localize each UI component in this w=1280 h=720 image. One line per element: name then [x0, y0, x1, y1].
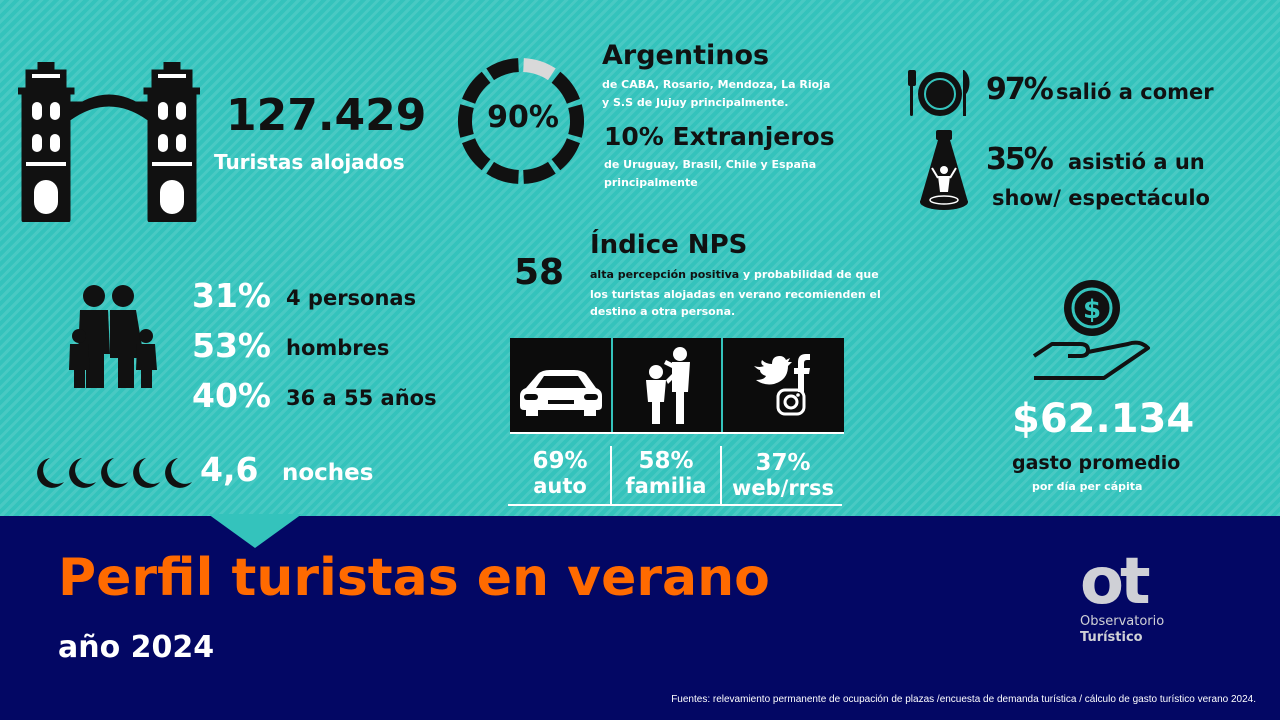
money-hand-icon — [1030, 276, 1154, 384]
extranjeros-line-1: de Uruguay, Brasil, Chile y España — [604, 158, 817, 171]
argentinos-line-1: de CABA, Rosario, Mendoza, La Rioja — [602, 78, 831, 91]
logo-line-2: Turístico — [1080, 630, 1143, 645]
observatorio-logo — [1080, 545, 1180, 645]
nps-value: 58 — [514, 252, 565, 293]
logo-letters: ot — [1080, 545, 1147, 619]
group-row-2-percent: 53% — [192, 326, 271, 365]
channel-web — [728, 450, 838, 500]
stat-divider — [610, 446, 612, 504]
travel-icons-panel — [510, 338, 844, 432]
panel-divider — [721, 338, 723, 432]
eat-percent: 97% — [986, 72, 1052, 107]
nps-description-2: los turistas alojadas en verano recomienden el — [590, 288, 881, 301]
svg-text:$: $ — [1082, 295, 1102, 325]
nps-text-1: y probabilidad de que — [739, 268, 879, 281]
nps-highlight: alta percepción positiva — [590, 268, 740, 281]
arch-monument-icon — [18, 62, 200, 222]
extranjeros-line-2: principalmente — [604, 176, 698, 189]
nights-value: 4,6 — [200, 450, 259, 489]
gauge-segment-filled — [490, 65, 518, 74]
gauge-segment-filled — [469, 77, 487, 101]
spend-label: gasto promedio — [1012, 452, 1181, 474]
gauge-segment-empty — [524, 65, 552, 74]
companions-family-label: familia — [625, 474, 707, 498]
companions-family-percent: 58% — [638, 448, 694, 474]
gauge-segment-filled — [469, 141, 487, 165]
eat-label: salió a comer — [1056, 80, 1214, 104]
gauge-segment-filled — [490, 168, 518, 177]
channel-web-percent: 37% — [755, 450, 811, 476]
extranjeros-title: 10% Extranjeros — [604, 122, 835, 151]
show-label-2: show/ espectáculo — [992, 186, 1210, 210]
group-row-3-percent: 40% — [192, 376, 271, 415]
group-row-1-percent: 31% — [192, 276, 271, 315]
panel-divider — [611, 338, 613, 432]
plate-cutlery-icon — [908, 66, 972, 120]
gauge-segment-filled — [556, 77, 574, 101]
sources-note: Fuentes: relevamiento permanente de ocupación de plazas /encuesta de demanda turística / cálculo de gasto turístico verano 2024. — [671, 694, 1256, 705]
group-row-3-label: 36 a 55 años — [286, 386, 437, 410]
page-subtitle: año 2024 — [58, 630, 215, 665]
spend-sublabel: por día per cápita — [1032, 480, 1143, 493]
logo-line-1: Observatorio — [1080, 614, 1165, 629]
panel-notch — [208, 514, 302, 548]
nps-description-1 — [590, 268, 879, 281]
spotlight-show-icon — [918, 130, 970, 214]
moon-nights-icon — [34, 456, 194, 490]
companions-family — [620, 448, 712, 498]
transport-auto-percent: 69% — [532, 448, 588, 474]
transport-auto — [520, 448, 600, 498]
gauge-segment-filled — [556, 141, 574, 165]
car-icon — [520, 366, 602, 416]
show-percent: 35% — [986, 142, 1052, 177]
argentinos-title: Argentinos — [602, 40, 770, 71]
panel-baseline — [510, 432, 844, 434]
gauge-segment-filled — [524, 168, 552, 177]
channel-web-label: web/rrss — [731, 476, 835, 500]
page-title: Perfil turistas en verano — [58, 548, 770, 608]
family-group-icon — [66, 284, 158, 390]
argentinos-line-2: y S.S de Jujuy principalmente. — [602, 96, 789, 109]
gauge-percent-label: 90% — [487, 100, 559, 135]
group-row-1-label: 4 personas — [286, 286, 417, 310]
show-label-1: asistió a un — [1068, 150, 1205, 174]
lodged-value: 127.429 — [226, 90, 427, 141]
gauge-segment-filled — [465, 106, 467, 136]
stats-baseline — [508, 504, 842, 506]
gauge-segment-filled — [575, 106, 577, 136]
social-media-icon — [752, 352, 812, 416]
spend-value: $62.134 — [1012, 396, 1195, 442]
nps-title: Índice NPS — [590, 230, 748, 260]
group-row-2-label: hombres — [286, 336, 390, 360]
family-icon — [636, 346, 700, 426]
lodged-label: Turistas alojados — [214, 150, 405, 174]
nights-label: noches — [282, 460, 374, 486]
transport-auto-label: auto — [533, 474, 587, 498]
nps-description-3: destino a otra persona. — [590, 305, 736, 318]
stat-divider — [720, 446, 722, 504]
